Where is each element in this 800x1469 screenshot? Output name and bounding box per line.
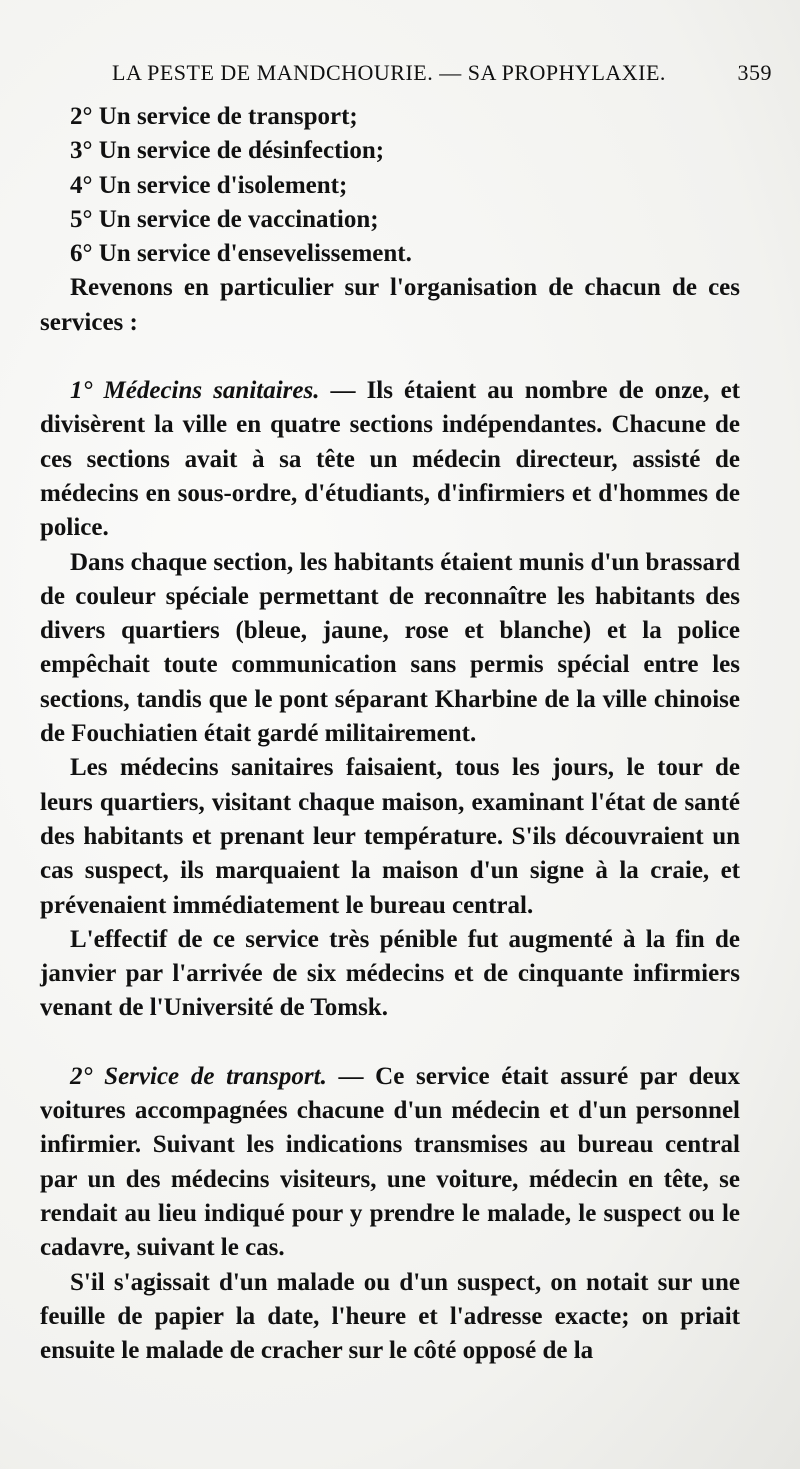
list-item: 4° Un service d'isolement; (70, 171, 348, 199)
page-body (40, 100, 740, 1368)
list-item: 2° Un service de transport; (70, 103, 358, 130)
section1-title: 1° Médecins sanitaires. (70, 377, 320, 405)
list-item: 3° Un service de désinfection; (70, 137, 385, 165)
section1-paragraph-2: Dans chaque section, les habitants étaient munis d'un brassard de couleur spéciale permettant de reconnaître les habitants des divers quartiers (bleue, jaune, rose et blanche) et la police empêchait toute communication sans permis spécial entre les sections, tandis que le pont séparant Kharbine de la ville chinoise de Fouchiatien était gardé militairement. (40, 548, 740, 748)
section-gap (40, 1026, 740, 1060)
section1-text: — Ils étaient au nombre de onze, et divisèrent la ville en quatre sections indépendantes. Chacune de ces sections avait à sa tête un médecin directeur, assisté de médecins en sous-ordre, d'étudiants, d'infirmiers et d'hommes de police. (40, 377, 740, 542)
section1-paragraph-3: Les médecins sanitaires faisaient, tous les jours, le tour de leurs quartiers, visitant chaque maison, examinant l'état de santé des habitants et prenant leur température. S'ils découvraient un cas suspect, ils marquaient la maison d'un signe à la craie, et prévenaient immédiatement le bureau central. (40, 754, 740, 919)
intro-paragraph: Revenons en particulier sur l'organisation de chacun de ces services : (40, 274, 740, 336)
list-item: 6° Un service d'ensevelissement. (70, 240, 412, 268)
section2-title: 2° Service de transport. (70, 1062, 327, 1090)
section2-paragraph-2: S'il s'agissait d'un malade ou d'un suspect, on notait sur une feuille de papier la date, l'heure et l'adresse exacte; on priait ensuite le malade de cracher sur le côté opposé de la (40, 1268, 740, 1365)
running-header (112, 60, 772, 94)
section2-text: — Ce service était assuré par deux voitures accompagnées chacune d'un médecin et d'un personnel infirmier. Suivant les indications transmises au bureau central par un des médecins visiteurs, une voiture, médecin en tête, se rendait au lieu indiqué pour y prendre le malade, le suspect ou le cadavre, suivant le cas. (40, 1062, 740, 1262)
list-item: 5° Un service de vaccination; (70, 205, 379, 233)
section-gap (40, 340, 740, 374)
header-title: LA PESTE DE MANDCHOURIE. — SA PROPHYLAXIE. (112, 60, 666, 85)
page-number: 359 (737, 60, 772, 85)
section1-paragraph-1 (40, 374, 740, 545)
section2-paragraph-1 (40, 1060, 740, 1266)
section1-paragraph-4: L'effectif de ce service très pénible fut augmenté à la fin de janvier par l'arrivée de six médecins et de cinquante infirmiers venant de l'Université de Tomsk. (40, 925, 740, 1022)
